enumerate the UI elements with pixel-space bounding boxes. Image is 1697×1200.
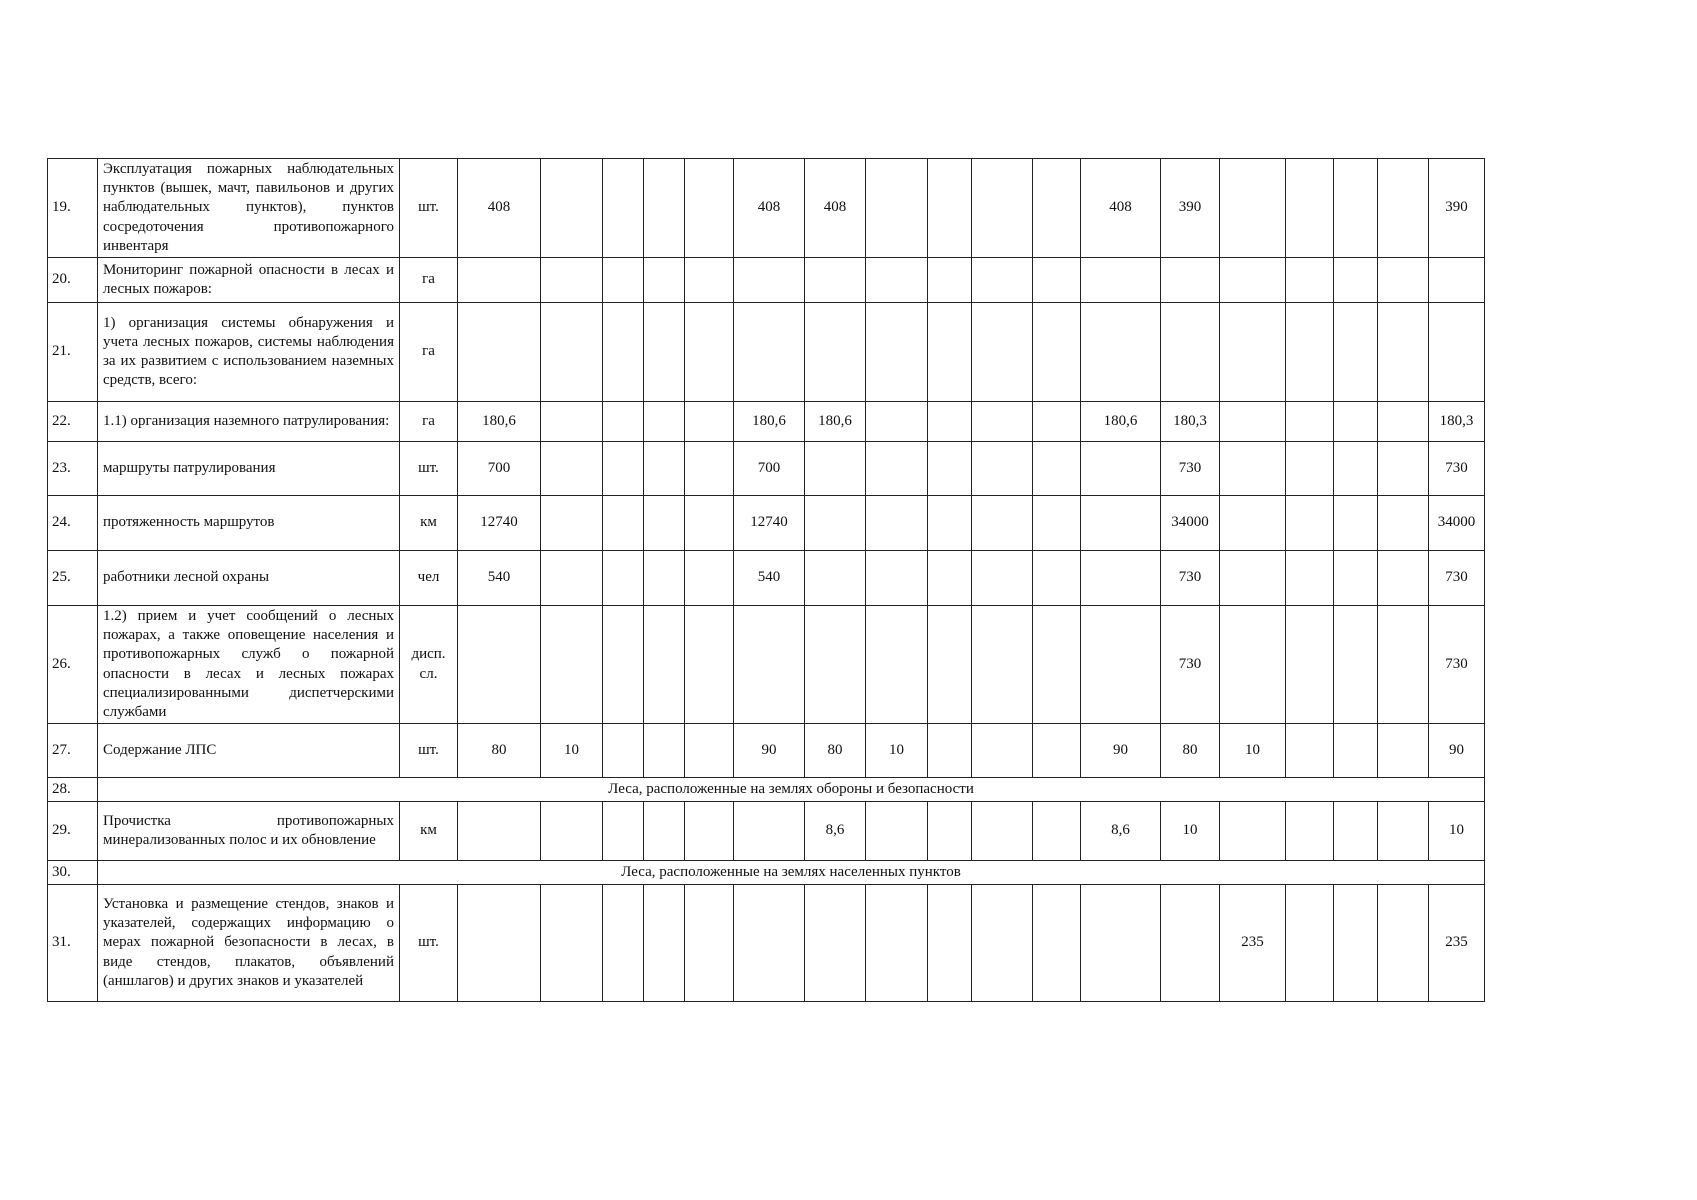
fire-safety-measures-table [47,158,1485,1002]
value-cell [458,606,541,724]
value-cell: 730 [1161,606,1220,724]
value-cell [1286,442,1334,496]
unit-cell: км [400,496,458,551]
value-cell [1286,159,1334,258]
value-cell [866,402,928,442]
value-cell [1033,496,1081,551]
value-cell [734,802,805,861]
value-cell [866,551,928,606]
value-cell [866,496,928,551]
value-cell [1033,551,1081,606]
measure-name: работники лесной охраны [98,551,400,606]
value-cell: 90 [1081,724,1161,778]
value-cell [1378,496,1429,551]
value-cell [1033,606,1081,724]
value-cell: 34000 [1429,496,1485,551]
value-cell [928,402,972,442]
value-cell [866,258,928,303]
unit-cell: га [400,303,458,402]
row-number: 23. [48,442,98,496]
value-cell [1161,303,1220,402]
row-number: 21. [48,303,98,402]
value-cell [1286,606,1334,724]
value-cell [805,258,866,303]
value-cell [805,303,866,402]
row-number: 26. [48,606,98,724]
value-cell [1081,885,1161,1002]
value-cell: 180,6 [734,402,805,442]
value-cell [1220,551,1286,606]
value-cell [1033,402,1081,442]
value-cell: 408 [458,159,541,258]
row-number: 31. [48,885,98,1002]
value-cell [644,258,685,303]
value-cell [972,496,1033,551]
measure-name: протяженность маршрутов [98,496,400,551]
table-row [48,861,1485,885]
value-cell: 540 [734,551,805,606]
value-cell [603,606,644,724]
value-cell [1378,885,1429,1002]
value-cell [603,724,644,778]
row-number: 19. [48,159,98,258]
value-cell [1334,496,1378,551]
value-cell [644,724,685,778]
unit-cell: шт. [400,885,458,1002]
table-row [48,606,1485,724]
value-cell [1161,885,1220,1002]
row-number: 20. [48,258,98,303]
value-cell [1378,724,1429,778]
value-cell [972,442,1033,496]
value-cell [1334,802,1378,861]
unit-cell: дисп. сл. [400,606,458,724]
row-number: 28. [48,778,98,802]
value-cell [866,606,928,724]
value-cell: 730 [1429,442,1485,496]
value-cell [603,885,644,1002]
value-cell: 90 [734,724,805,778]
table-row [48,551,1485,606]
value-cell [1286,551,1334,606]
value-cell [685,885,734,1002]
value-cell [1286,496,1334,551]
value-cell [458,802,541,861]
unit-cell: шт. [400,442,458,496]
value-cell [603,496,644,551]
unit-cell: шт. [400,159,458,258]
value-cell [1220,303,1286,402]
value-cell [1081,606,1161,724]
value-cell [866,303,928,402]
value-cell [928,885,972,1002]
value-cell [1081,496,1161,551]
value-cell [1378,442,1429,496]
value-cell [685,606,734,724]
value-cell [1286,303,1334,402]
value-cell [458,303,541,402]
value-cell: 12740 [458,496,541,551]
value-cell [1033,303,1081,402]
value-cell [1033,724,1081,778]
section-heading: Леса, расположенные на землях обороны и безопасности [98,778,1485,802]
value-cell [1220,442,1286,496]
value-cell [644,606,685,724]
value-cell [1220,159,1286,258]
value-cell [685,303,734,402]
value-cell [541,496,603,551]
value-cell [928,551,972,606]
value-cell [1081,551,1161,606]
table-row [48,159,1485,258]
value-cell [1220,606,1286,724]
value-cell [685,159,734,258]
row-number: 22. [48,402,98,442]
value-cell: 34000 [1161,496,1220,551]
value-cell [1378,402,1429,442]
value-cell [603,442,644,496]
value-cell: 408 [734,159,805,258]
value-cell: 700 [458,442,541,496]
value-cell [685,551,734,606]
value-cell [866,442,928,496]
value-cell: 408 [805,159,866,258]
value-cell [972,885,1033,1002]
value-cell [1334,606,1378,724]
value-cell [805,496,866,551]
value-cell [541,159,603,258]
measure-name: Прочистка противопожарных минерализованных полос и их обновление [98,802,400,861]
value-cell [866,159,928,258]
table-row [48,724,1485,778]
value-cell [458,885,541,1002]
value-cell: 730 [1429,606,1485,724]
value-cell [972,303,1033,402]
value-cell [541,303,603,402]
value-cell [805,885,866,1002]
value-cell [541,402,603,442]
value-cell: 180,3 [1429,402,1485,442]
value-cell [1334,551,1378,606]
measure-name: Мониторинг пожарной опасности в лесах и лесных пожаров: [98,258,400,303]
unit-cell: чел [400,551,458,606]
unit-cell: км [400,802,458,861]
value-cell: 180,6 [805,402,866,442]
value-cell: 80 [1161,724,1220,778]
value-cell: 10 [1220,724,1286,778]
value-cell [541,802,603,861]
value-cell [603,303,644,402]
value-cell [972,258,1033,303]
value-cell [644,402,685,442]
value-cell [1334,303,1378,402]
unit-cell: га [400,402,458,442]
measure-name: Эксплуатация пожарных наблюдательных пунктов (вышек, мачт, павильонов и других наблюдательных пунктов), пунктов сосредоточения противопожарного инвентаря [98,159,400,258]
value-cell [603,802,644,861]
value-cell: 730 [1429,551,1485,606]
measure-name: 1.1) организация наземного патрулирования: [98,402,400,442]
unit-cell: шт. [400,724,458,778]
value-cell [1286,402,1334,442]
value-cell [972,606,1033,724]
value-cell [603,159,644,258]
value-cell [1081,258,1161,303]
value-cell [928,606,972,724]
value-cell [1429,303,1485,402]
value-cell [1378,551,1429,606]
value-cell [685,724,734,778]
value-cell [805,551,866,606]
value-cell: 8,6 [1081,802,1161,861]
value-cell [1334,258,1378,303]
value-cell [734,303,805,402]
value-cell [644,551,685,606]
value-cell [928,258,972,303]
value-cell: 235 [1220,885,1286,1002]
table-row [48,885,1485,1002]
row-number: 30. [48,861,98,885]
measure-name: 1) организация системы обнаружения и учета лесных пожаров, системы наблюдения за их развитием с использованием наземных средств, всего: [98,303,400,402]
value-cell [644,442,685,496]
value-cell [928,724,972,778]
value-cell [685,442,734,496]
value-cell [1334,159,1378,258]
value-cell [1378,258,1429,303]
value-cell [805,606,866,724]
value-cell: 730 [1161,551,1220,606]
value-cell [928,442,972,496]
table-row [48,496,1485,551]
table-row [48,802,1485,861]
value-cell [734,258,805,303]
value-cell [1334,402,1378,442]
value-cell: 390 [1161,159,1220,258]
measure-name: 1.2) прием и учет сообщений о лесных пожарах, а также оповещение населения и противопожарных служб о пожарной опасности в лесах и лесных пожарах специализированными диспетчерскими службами [98,606,400,724]
value-cell [1081,442,1161,496]
value-cell: 408 [1081,159,1161,258]
value-cell [541,442,603,496]
value-cell [603,551,644,606]
value-cell [866,802,928,861]
value-cell: 80 [458,724,541,778]
measure-name: маршруты патрулирования [98,442,400,496]
table-row [48,402,1485,442]
value-cell: 12740 [734,496,805,551]
value-cell [1378,159,1429,258]
value-cell [458,258,541,303]
value-cell [734,606,805,724]
value-cell [541,885,603,1002]
table-row [48,303,1485,402]
value-cell [1429,258,1485,303]
value-cell [1220,402,1286,442]
value-cell [1334,724,1378,778]
value-cell [685,258,734,303]
value-cell: 180,3 [1161,402,1220,442]
value-cell: 10 [541,724,603,778]
value-cell [928,802,972,861]
value-cell: 80 [805,724,866,778]
value-cell [1334,442,1378,496]
value-cell: 540 [458,551,541,606]
value-cell [1334,885,1378,1002]
table-row [48,442,1485,496]
table-row [48,258,1485,303]
value-cell [603,402,644,442]
value-cell [1378,802,1429,861]
value-cell: 10 [1161,802,1220,861]
value-cell [734,885,805,1002]
value-cell [928,303,972,402]
value-cell [1161,258,1220,303]
row-number: 24. [48,496,98,551]
table-row [48,778,1485,802]
value-cell: 10 [866,724,928,778]
value-cell [1286,724,1334,778]
value-cell: 235 [1429,885,1485,1002]
value-cell [1081,303,1161,402]
value-cell [1378,303,1429,402]
value-cell [1286,258,1334,303]
value-cell [928,496,972,551]
value-cell: 180,6 [458,402,541,442]
value-cell [603,258,644,303]
row-number: 29. [48,802,98,861]
value-cell [1378,606,1429,724]
value-cell [644,885,685,1002]
value-cell [1033,258,1081,303]
value-cell [1033,885,1081,1002]
unit-cell: га [400,258,458,303]
value-cell: 10 [1429,802,1485,861]
value-cell [644,159,685,258]
row-number: 25. [48,551,98,606]
value-cell [1286,885,1334,1002]
value-cell [644,496,685,551]
measure-name: Содержание ЛПС [98,724,400,778]
value-cell [644,303,685,402]
value-cell [1033,442,1081,496]
value-cell [1286,802,1334,861]
value-cell [1033,159,1081,258]
value-cell: 700 [734,442,805,496]
value-cell [972,159,1033,258]
value-cell [1220,802,1286,861]
value-cell: 90 [1429,724,1485,778]
value-cell: 390 [1429,159,1485,258]
value-cell [685,402,734,442]
value-cell: 730 [1161,442,1220,496]
row-number: 27. [48,724,98,778]
value-cell [1033,802,1081,861]
value-cell [1220,258,1286,303]
value-cell [541,606,603,724]
value-cell [972,402,1033,442]
value-cell [644,802,685,861]
section-heading: Леса, расположенные на землях населенных пунктов [98,861,1485,885]
value-cell: 180,6 [1081,402,1161,442]
value-cell [685,496,734,551]
value-cell [1220,496,1286,551]
value-cell [972,802,1033,861]
value-cell [541,551,603,606]
measure-name: Установка и размещение стендов, знаков и указателей, содержащих информацию о мерах пожарной безопасности в лесах, в виде стендов, плакатов, объявлений (аншлагов) и других знаков и указателей [98,885,400,1002]
value-cell [972,724,1033,778]
value-cell: 8,6 [805,802,866,861]
value-cell [805,442,866,496]
value-cell [541,258,603,303]
value-cell [866,885,928,1002]
value-cell [685,802,734,861]
value-cell [928,159,972,258]
value-cell [972,551,1033,606]
